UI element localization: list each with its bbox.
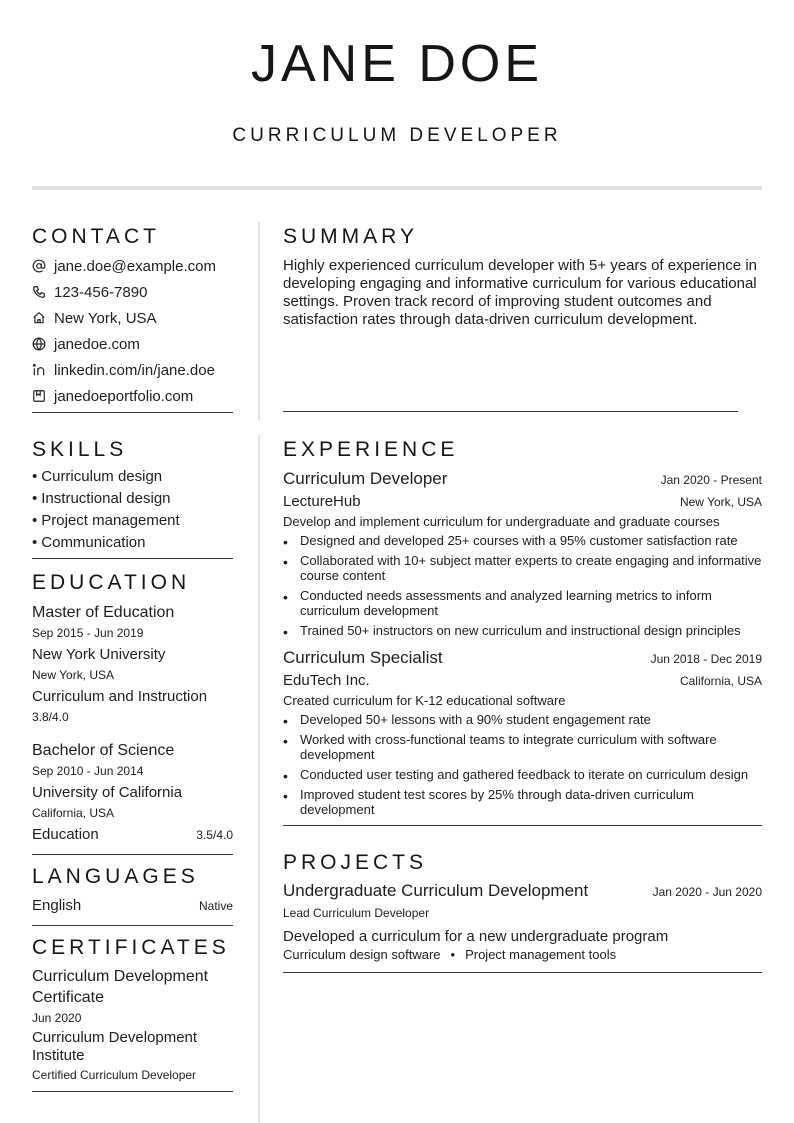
job-company: LectureHub	[283, 493, 361, 510]
certificate-name: Curriculum Development Certificate	[32, 968, 209, 1006]
job-bullets	[283, 533, 762, 638]
project-tools	[283, 947, 762, 962]
education-entry	[32, 602, 233, 728]
education-gpa: 3.5/4.0	[196, 828, 233, 842]
languages-divider	[32, 925, 233, 926]
job-bullet: • Conducted needs assessments and analyzed learning metrics to inform curriculum development	[283, 588, 762, 618]
skill-item: • Project management	[32, 512, 180, 529]
education-gpa: 3.8/4.0	[32, 710, 69, 724]
education-degree: Master of Education	[32, 604, 175, 621]
contact-item-email[interactable]	[32, 253, 233, 279]
certificates-heading: CERTIFICATES	[32, 936, 230, 959]
project-role: Lead Curriculum Developer	[283, 906, 430, 920]
contact-item-portfolio[interactable]	[32, 383, 233, 409]
job-title: Curriculum Developer	[283, 469, 448, 488]
contact-section	[32, 224, 233, 413]
job-title: Curriculum Specialist	[283, 648, 443, 667]
job-location: California, USA	[679, 674, 762, 688]
summary-heading: SUMMARY	[283, 225, 418, 248]
education-dates: Sep 2010 - Jun 2014	[32, 764, 144, 778]
at-icon	[32, 259, 46, 273]
project-title: Undergraduate Curriculum Development	[283, 881, 589, 900]
skill-item: • Communication	[32, 534, 146, 551]
certificate-entry	[32, 966, 233, 1086]
contact-item-website[interactable]	[32, 331, 233, 357]
contact-location-text: New York, USA	[54, 309, 157, 327]
portfolio-icon	[32, 389, 46, 403]
education-field-row	[32, 824, 233, 846]
skills-section	[32, 437, 233, 559]
projects-divider	[283, 972, 762, 973]
tool-separator: •	[450, 947, 456, 962]
contact-heading: CONTACT	[32, 225, 160, 248]
contact-list	[32, 253, 233, 409]
language-item	[32, 895, 233, 917]
job-entry	[283, 467, 762, 638]
certificate-issuer: Curriculum Development Institute	[32, 1029, 198, 1064]
skill-item: • Curriculum design	[32, 468, 163, 485]
job-description: Develop and implement curriculum for undergraduate and graduate courses	[283, 514, 720, 529]
job-location: New York, USA	[679, 495, 762, 509]
education-entry	[32, 740, 233, 846]
skills-list	[32, 466, 233, 554]
job-subheader	[283, 670, 762, 692]
education-school: New York University	[32, 646, 166, 663]
education-divider	[32, 854, 233, 855]
contact-item-phone[interactable]	[32, 279, 233, 305]
certificates-divider	[32, 1091, 233, 1092]
education-field: Education	[32, 826, 99, 843]
job-entry	[283, 646, 762, 817]
language-level: Native	[198, 899, 233, 913]
candidate-role: CURRICULUM DEVELOPER	[232, 125, 562, 146]
summary-divider	[283, 411, 738, 412]
experience-heading: EXPERIENCE	[283, 438, 459, 461]
certificate-credential: Certified Curriculum Developer	[32, 1068, 197, 1082]
phone-icon	[32, 285, 46, 299]
project-description: Developed a curriculum for a new undergraduate program	[283, 928, 669, 945]
job-bullet: • Worked with cross-functional teams to integrate curriculum with software development	[283, 732, 762, 762]
summary-section	[283, 224, 757, 412]
home-icon	[32, 311, 46, 325]
summary-text: Highly experienced curriculum developer with 5+ years of experience in developing engaging and informative curriculum for various educational settings. Proven track record of improving student outcomes and satisfaction rates through data-driven curriculum development.	[283, 257, 757, 328]
education-dates: Sep 2015 - Jun 2019	[32, 626, 144, 640]
project-entry	[283, 880, 762, 962]
job-header	[283, 467, 762, 491]
contact-phone-text: 123-456-7890	[54, 283, 148, 301]
contact-item-location	[32, 305, 233, 331]
globe-icon	[32, 337, 46, 351]
column-divider-bottom	[258, 435, 260, 1123]
languages-section	[32, 864, 233, 926]
contact-website-text: janedoe.com	[54, 335, 140, 353]
education-degree: Bachelor of Science	[32, 742, 175, 759]
header-divider	[32, 186, 762, 190]
job-bullet: • Trained 50+ instructors on new curriculum and instructional design principles	[283, 623, 762, 638]
job-bullet: • Conducted user testing and gathered feedback to iterate on curriculum design	[283, 767, 762, 782]
contact-portfolio-text: janedoeportfolio.com	[54, 387, 194, 405]
job-dates: Jan 2020 - Present	[660, 473, 762, 487]
job-bullet: • Collaborated with 10+ subject matter experts to create engaging and informative course content	[283, 553, 762, 583]
education-section	[32, 570, 233, 855]
skill-item: • Instructional design	[32, 490, 171, 507]
education-location: New York, USA	[32, 668, 115, 682]
education-field: Curriculum and Instruction	[32, 688, 208, 705]
language-name: English	[32, 897, 82, 914]
languages-heading: LANGUAGES	[32, 865, 199, 888]
job-bullet: • Developed 50+ lessons with a 90% student engagement rate	[283, 712, 762, 727]
certificate-date: Jun 2020	[32, 1011, 82, 1025]
candidate-name: JANE DOE	[250, 35, 544, 93]
contact-item-linkedin[interactable]	[32, 357, 233, 383]
project-tool: Project management tools	[465, 947, 617, 962]
certificates-section	[32, 935, 233, 1092]
project-dates: Jan 2020 - Jun 2020	[652, 885, 762, 899]
job-company: EduTech Inc.	[283, 672, 370, 689]
education-school: University of California	[32, 784, 183, 801]
job-bullet: • Designed and developed 25+ courses with a 95% customer satisfaction rate	[283, 533, 762, 548]
job-bullets	[283, 712, 762, 817]
job-bullet: • Improved student test scores by 25% through data-driven curriculum development	[283, 787, 762, 817]
skills-divider	[32, 558, 233, 559]
experience-divider	[283, 825, 762, 826]
project-header	[283, 880, 762, 903]
linkedin-icon	[32, 363, 46, 377]
job-dates: Jun 2018 - Dec 2019	[650, 652, 762, 666]
education-heading: EDUCATION	[32, 571, 191, 594]
contact-linkedin-text: linkedin.com/in/jane.doe	[54, 361, 215, 379]
job-description: Created curriculum for K-12 educational software	[283, 693, 566, 708]
project-tool: Curriculum design software	[283, 947, 441, 962]
contact-email-text: jane.doe@example.com	[54, 257, 216, 275]
job-subheader	[283, 491, 762, 513]
projects-heading: PROJECTS	[283, 851, 428, 874]
contact-divider	[32, 412, 233, 413]
experience-section	[283, 437, 762, 826]
job-header	[283, 646, 762, 670]
column-divider-top	[258, 222, 260, 420]
education-location: California, USA	[32, 806, 115, 820]
projects-section	[283, 850, 762, 973]
skills-heading: SKILLS	[32, 438, 128, 461]
